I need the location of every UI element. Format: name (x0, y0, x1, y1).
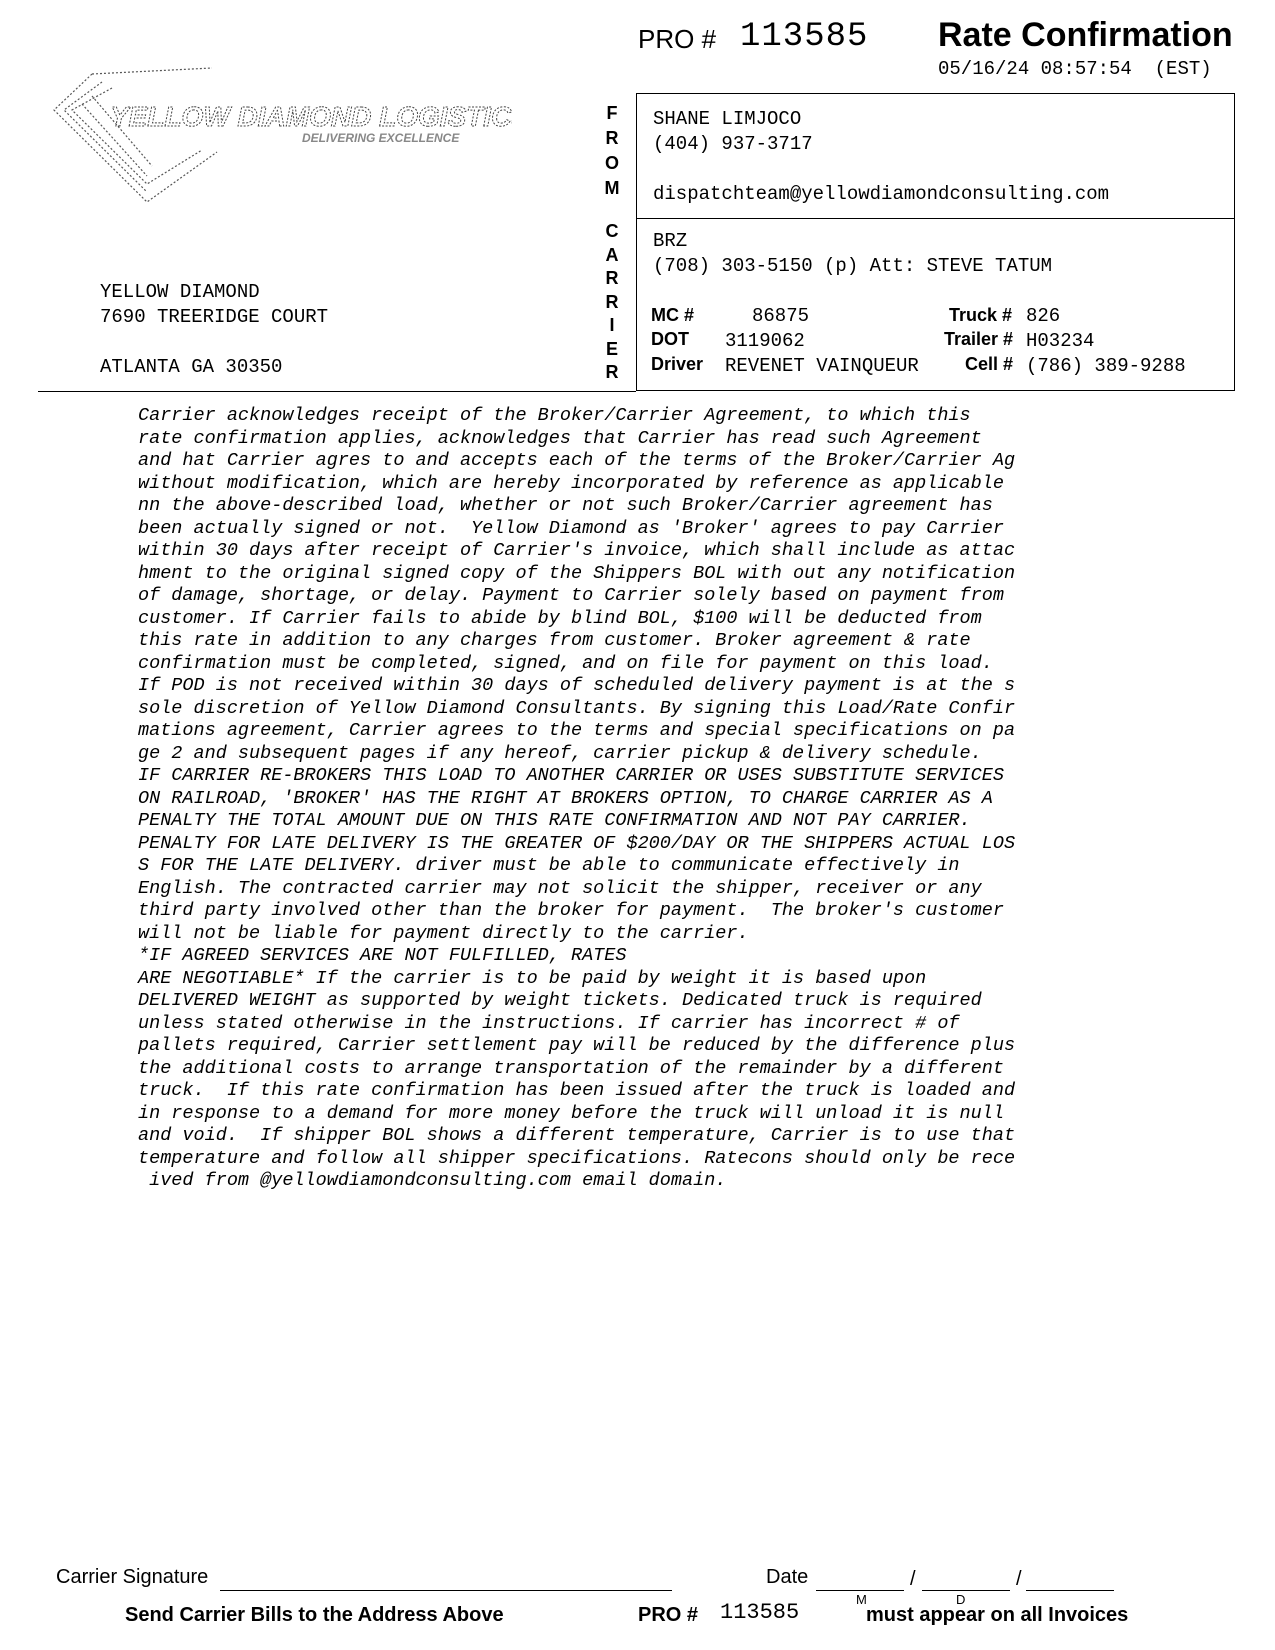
mc-number: 86875 (752, 305, 810, 327)
truck-number: 826 (1026, 305, 1061, 327)
date-slash: / (910, 1568, 916, 1590)
truck-label: Truck # (949, 305, 1013, 325)
shipper-city: ATLANTA GA 30350 (100, 356, 283, 378)
cell-label: Cell # (965, 354, 1014, 374)
terms-line: English. The contracted carrier may not solicit the shipper, receiver or any (138, 877, 982, 899)
box-divider (637, 218, 1234, 219)
driver-label: Driver (651, 354, 704, 374)
terms-line: hment to the original signed copy of the Shippers BOL with out any notification (138, 562, 1016, 584)
terms-line: truck. If this rate confirmation has been issued after the truck is loaded and (138, 1080, 1016, 1101)
carrier-phone-line: (708) 303-5150 (p) Att: STEVE TATUM (653, 255, 1053, 277)
terms-line: will not be liable for payment directly to the carrier. (138, 922, 749, 944)
header-rule (38, 391, 636, 392)
invoice-note: must appear on all Invoices (866, 1604, 1129, 1626)
terms-line: PENALTY FOR LATE DELIVERY IS THE GREATER OF $200/DAY OR THE SHIPPERS ACTUAL LOS (138, 832, 1016, 854)
issue-datetime: 05/16/24 08:57:54 (EST) (938, 58, 1212, 80)
terms-line: ge 2 and subsequent pages if any hereof, carrier pickup & delivery schedule. (138, 742, 982, 764)
pro-label: PRO # (638, 24, 717, 54)
terms-line: DELIVERED WEIGHT as supported by weight tickets. Dedicated truck is required (138, 990, 982, 1011)
terms-line: confirmation must be completed, signed, and on file for payment on this load. (138, 652, 993, 674)
dot-number: 3119062 (725, 330, 805, 352)
month-label: M (856, 1592, 867, 1607)
terms-line: without modification, which are hereby incorporated by reference as applicable (138, 472, 1004, 494)
terms-line: nn the above-described load, whether or not such Broker/Carrier agreement has (138, 495, 993, 516)
terms-line: If POD is not received within 30 days of scheduled delivery payment is at the s (138, 675, 1016, 696)
date-month-line[interactable] (816, 1590, 904, 1591)
terms-line: customer. If Carrier fails to abide by blind BOL, $100 will be deducted from (138, 607, 982, 629)
terms-line: and hat Carrier agres to and accepts each of the terms of the Broker/Carrier Ag (138, 450, 1016, 471)
date-year-line[interactable] (1026, 1590, 1114, 1591)
terms-line: third party involved other than the broker for payment. The broker's customer (138, 900, 1004, 921)
terms-line: mations agreement, Carrier agrees to the terms and special specifications on pa (138, 720, 1016, 741)
logo-wordmark: YELLOW DIAMOND LOGISTICS (110, 101, 512, 132)
logo-tagline: DELIVERING EXCELLENCE (302, 131, 460, 145)
carrier-vertical-label: C A R R I E R (605, 221, 619, 382)
terms-line: IF CARRIER RE-BROKERS THIS LOAD TO ANOTHER CARRIER OR USES SUBSTITUTE SERVICES (138, 765, 1004, 786)
terms-line: been actually signed or not. Yellow Diamond as 'Broker' agrees to pay Carrier (138, 517, 1004, 539)
carrier-name: BRZ (653, 230, 688, 252)
date-slash: / (1016, 1568, 1022, 1590)
terms-line: pallets required, Carrier settlement pay will be reduced by the difference plus (138, 1035, 1016, 1056)
from-phone: (404) 937-3717 (653, 133, 813, 155)
terms-line: this rate in addition to any charges from customer. Broker agreement & rate (138, 630, 971, 651)
terms-line: ived from @yellowdiamondconsulting.com email domain. (138, 1170, 727, 1191)
terms-line: *IF AGREED SERVICES ARE NOT FULFILLED, RATES (138, 945, 627, 966)
terms-line: and void. If shipper BOL shows a different temperature, Carrier is to use that (138, 1125, 1016, 1146)
shipper-address (100, 280, 328, 380)
terms-line: ON RAILROAD, 'BROKER' HAS THE RIGHT AT BROKERS OPTION, TO CHARGE CARRIER AS A (138, 787, 993, 809)
from-email: dispatchteam@yellowdiamondconsulting.com (653, 183, 1110, 205)
signature-line[interactable] (220, 1590, 672, 1591)
company-logo (52, 66, 512, 216)
from-name: SHANE LIMJOCO (653, 108, 802, 130)
terms-line: within 30 days after receipt of Carrier's invoice, which shall include as attac (138, 540, 1016, 561)
pro-number: 113585 (740, 18, 869, 56)
shipper-name: YELLOW DIAMOND (100, 281, 260, 303)
diamond-logo-icon (52, 66, 512, 216)
terms-text (138, 405, 1138, 1193)
trailer-label: Trailer # (944, 329, 1014, 349)
day-label: D (956, 1592, 966, 1607)
terms-line: temperature and follow all shipper specifications. Ratecons should only be rece (138, 1147, 1016, 1169)
dot-label: DOT (651, 329, 689, 349)
driver-name: REVENET VAINQUEUR (725, 355, 919, 377)
date-label: Date (766, 1566, 809, 1588)
terms-line: Carrier acknowledges receipt of the Broker/Carrier Agreement, to which this (138, 405, 971, 426)
trailer-number: H03234 (1026, 330, 1095, 352)
footer-pro-number: 113585 (720, 1600, 800, 1625)
terms-line: unless stated otherwise in the instructions. If carrier has incorrect # of (138, 1012, 960, 1034)
mc-label: MC # (651, 305, 695, 325)
terms-line: sole discretion of Yellow Diamond Consultants. By signing this Load/Rate Confir (138, 697, 1016, 719)
terms-line: the additional costs to arrange transportation of the remainder by a different (138, 1057, 1004, 1079)
shipper-street: 7690 TREERIDGE COURT (100, 306, 329, 328)
terms-line: S FOR THE LATE DELIVERY. driver must be able to communicate effectively in (138, 855, 960, 876)
terms-line: rate confirmation applies, acknowledges that Carrier has read such Agreement (138, 427, 982, 449)
terms-line: in response to a demand for more money before the truck will unload it is null (138, 1102, 1004, 1124)
footer-pro-label: PRO # (638, 1604, 699, 1626)
terms-line: of damage, shortage, or delay. Payment to Carrier solely based on payment from (138, 585, 1004, 606)
page-title: Rate Confirmation (938, 16, 1233, 54)
signature-label: Carrier Signature (56, 1566, 209, 1588)
terms-line: ARE NEGOTIABLE* If the carrier is to be paid by weight it is based upon (138, 967, 927, 989)
date-day-line[interactable] (922, 1590, 1010, 1591)
from-carrier-box (636, 93, 1235, 391)
send-bills-note: Send Carrier Bills to the Address Above (125, 1604, 504, 1626)
from-vertical-label: F R O M (604, 103, 620, 198)
terms-line: PENALTY THE TOTAL AMOUNT DUE ON THIS RATE CONFIRMATION AND NOT PAY CARRIER. (138, 810, 971, 831)
cell-number: (786) 389-9288 (1026, 355, 1186, 377)
